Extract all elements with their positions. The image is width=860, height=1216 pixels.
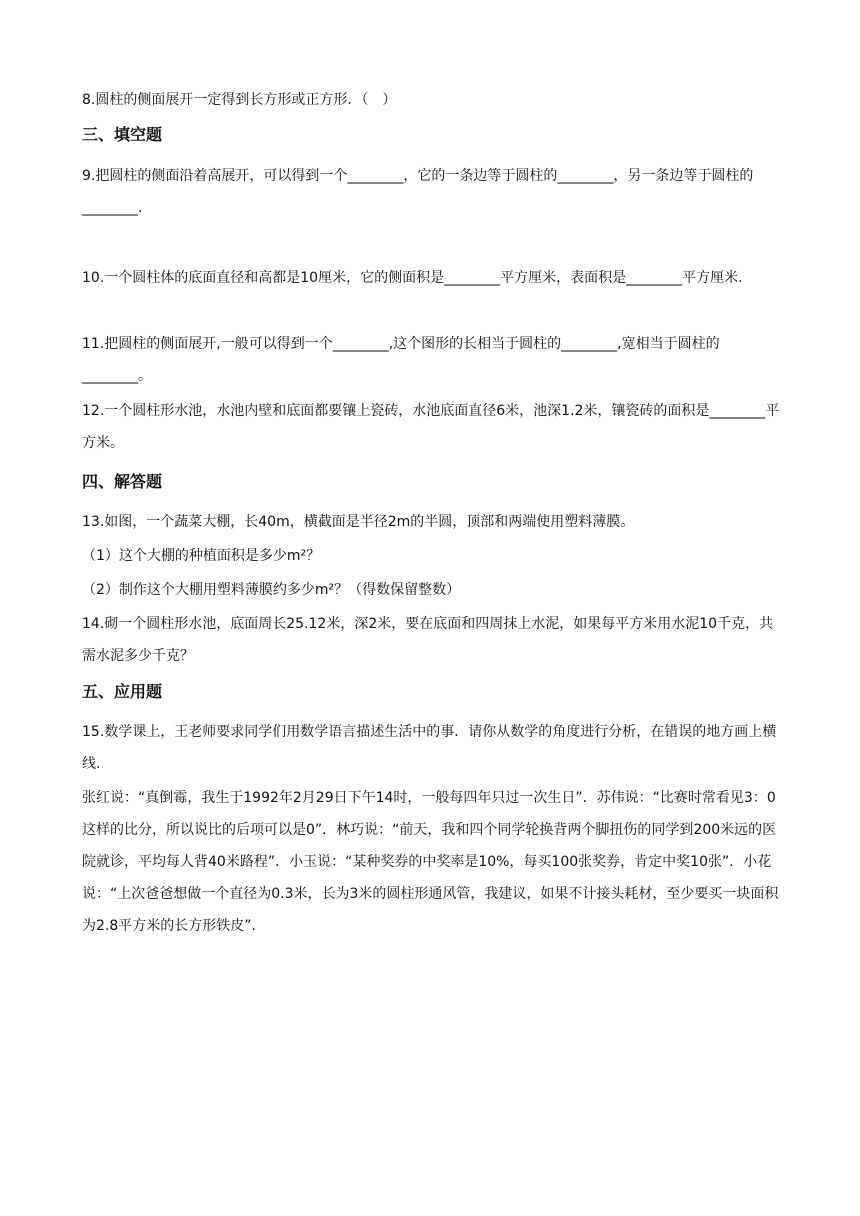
question-8: 8.圆柱的侧面展开一定得到长方形或正方形．（ ） xyxy=(82,92,397,108)
question-11: 11.把圆柱的侧面展开,一般可以得到一个________,这个图形的长相当于圆柱的________,宽相当于圆柱的________。 xyxy=(82,336,720,384)
section-heading-fill-blank: 三、填空题 xyxy=(82,125,163,144)
question-13-part-2: （2）制作这个大棚用塑料薄膜约多少m²？（得数保留整数） xyxy=(82,582,461,598)
question-13-part-1: （1）这个大棚的种植面积是多少m²？ xyxy=(82,548,321,564)
question-14: 14.砌一个圆柱形水池，底面周长25.12米，深2米，要在底面和四周抹上水泥，如果每平方米用水泥10千克，共需水泥多少千克？ xyxy=(82,616,774,664)
section-heading-solve: 四、解答题 xyxy=(82,472,163,491)
question-10: 10.一个圆柱体的底面直径和高都是10厘米，它的侧面积是________平方厘米，表面积是________平方厘米. xyxy=(82,270,743,286)
question-15: 15.数学课上，王老师要求同学们用数学语言描述生活中的事．请你从数学的角度进行分析，在错误的地方画上横线. xyxy=(82,724,777,772)
question-12: 12.一个圆柱形水池，水池内壁和底面都要镶上瓷砖，水池底面直径6米，池深1.2米，镶瓷砖的面积是________平方米。 xyxy=(82,403,780,451)
question-13: 13.如图，一个蔬菜大棚，长40m，横截面是半径2m的半圆，顶部和两端使用塑料薄膜。 xyxy=(82,514,635,530)
question-9: 9.把圆柱的侧面沿着高展开，可以得到一个________，它的一条边等于圆柱的________，另一条边等于圆柱的________. xyxy=(82,168,754,216)
section-heading-application: 五、应用题 xyxy=(82,682,163,701)
question-15-body: 张红说：“真倒霉，我生于1992年2月29日下午14时，一般每四年只过一次生日”．苏伟说：“比赛时常看见3：0这样的比分，所以说比的后项可以是0”．林巧说：“前天，我和四个同学轮换背两个脚扭伤的同学到200米远的医院就诊，平均每人背40米路程”．小玉说：“某种奖券的中奖率是10%，每买100张奖券，肯定中奖10张”．小花说：“上次爸爸想做一个直径为0.3米，长为3米的圆柱形通风管，我建议，如果不计接头耗材，至少要买一块面积为2.8平方米的长方形铁皮”. xyxy=(82,790,779,934)
